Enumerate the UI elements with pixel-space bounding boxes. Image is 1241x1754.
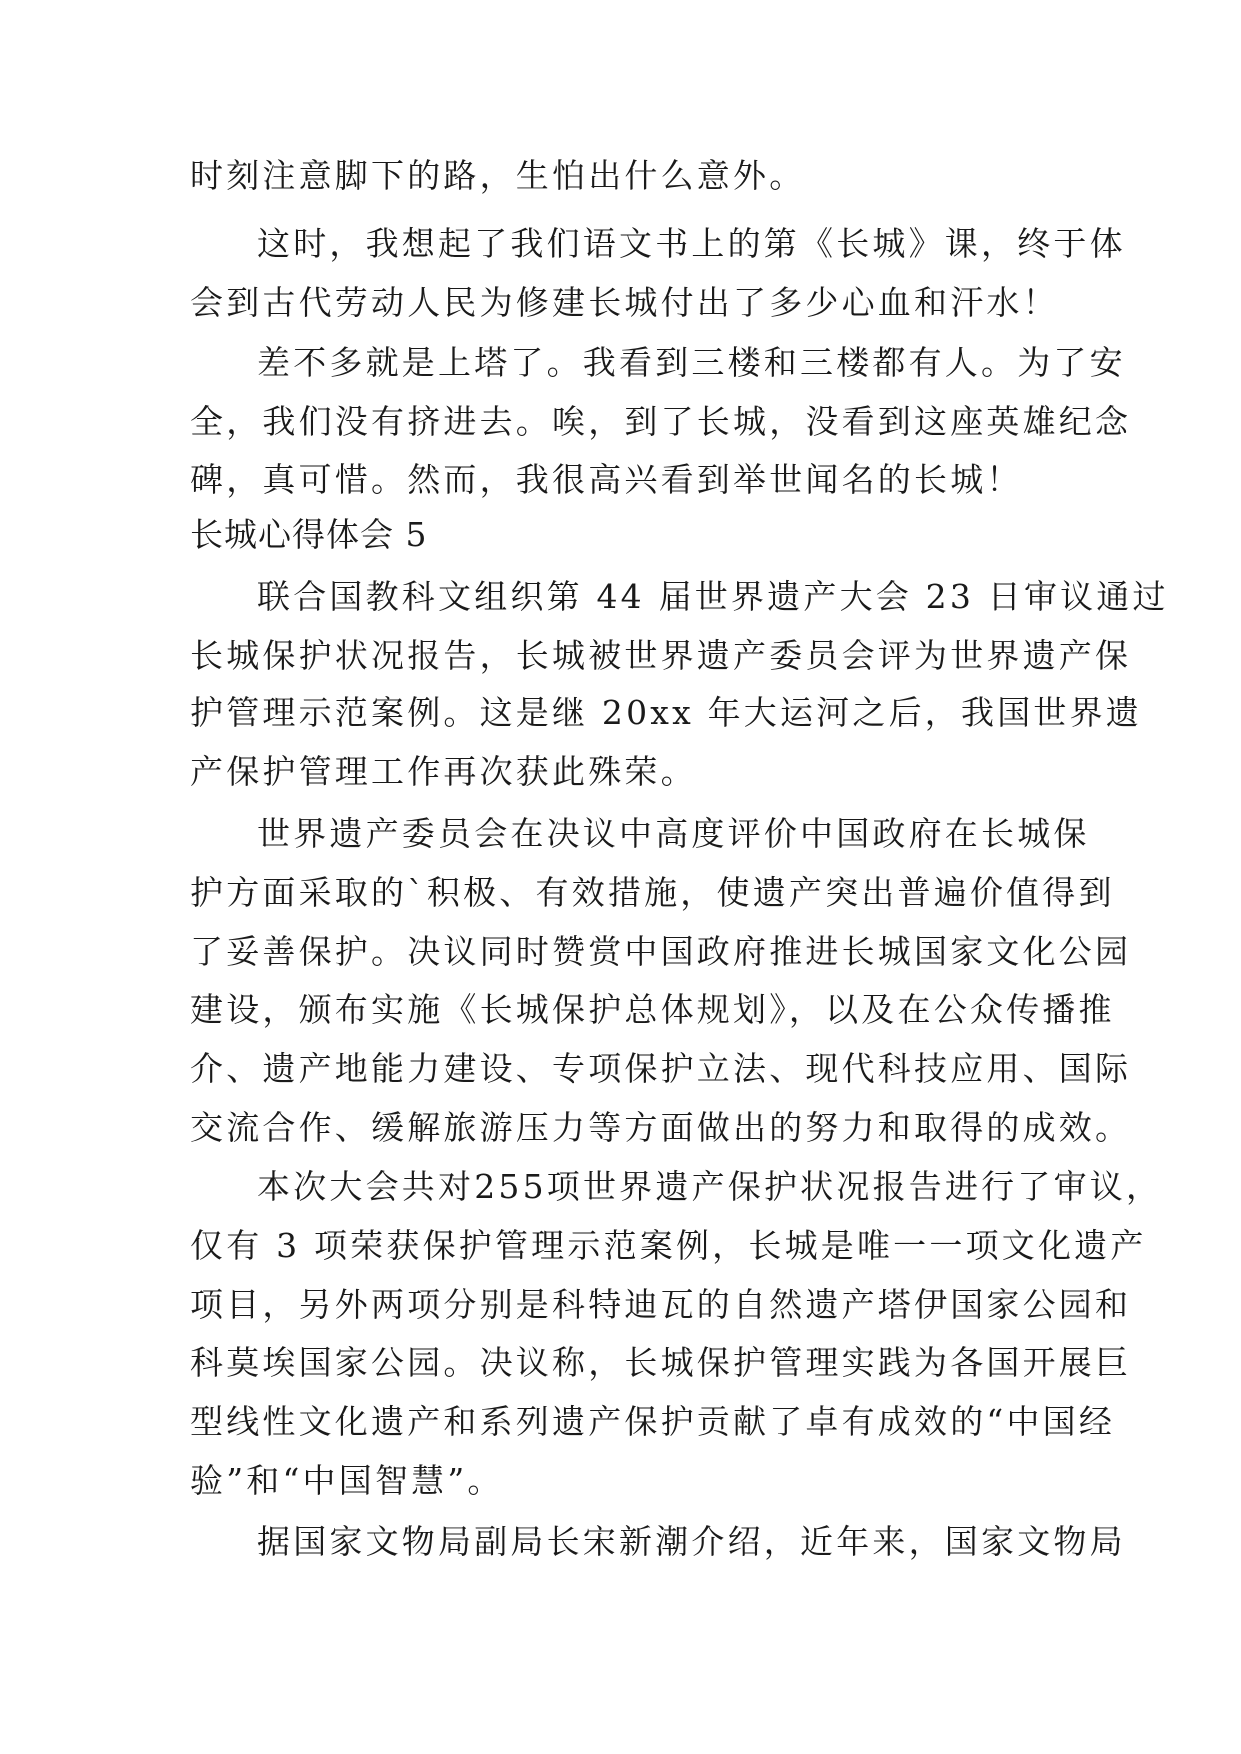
paragraph-line: 介、遗产地能力建设、专项保护立法、现代科技应用、国际 (190, 1049, 1132, 1088)
paragraph-line: 型线性文化遗产和系列遗产保护贡献了卓有成效的“中国经 (190, 1402, 1116, 1441)
paragraph-line: 仅有 3 项荣获保护管理示范案例，长城是唯一一项文化遗产 (190, 1226, 1147, 1265)
paragraph-line: 验”和“中国智慧”。 (190, 1461, 504, 1500)
paragraph-line: 碑，真可惜。然而，我很高兴看到举世闻名的长城！ (190, 460, 1023, 499)
paragraph-line: 了妥善保护。决议同时赞赏中国政府推进长城国家文化公园 (190, 932, 1132, 971)
paragraph-line: 科莫埃国家公园。决议称，长城保护管理实践为各国开展巨 (190, 1343, 1132, 1382)
paragraph-line: 产保护管理工作再次获此殊荣。 (190, 752, 697, 791)
paragraph-line: 全，我们没有挤进去。唉，到了长城，没看到这座英雄纪念 (190, 402, 1132, 441)
paragraph-line: 据国家文物局副局长宋新潮介绍，近年来，国家文物局 (257, 1522, 1126, 1561)
paragraph-line: 建设，颁布实施《长城保护总体规划》，以及在公众传播推 (190, 990, 1115, 1029)
paragraph-line: 项目，另外两项分别是科特迪瓦的自然遗产塔伊国家公园和 (190, 1285, 1132, 1324)
paragraph-line: 这时，我想起了我们语文书上的第《长城》课，终于体 (257, 224, 1126, 263)
paragraph-line: 差不多就是上塔了。我看到三楼和三楼都有人。为了安 (257, 343, 1126, 382)
paragraph-line: 护管理示范案例。这是继 20xx 年大运河之后，我国世界遗 (190, 693, 1142, 732)
paragraph-line: 时刻注意脚下的路，生怕出什么意外。 (190, 156, 806, 195)
section-heading: 长城心得体会 5 (190, 515, 428, 554)
paragraph-line: 世界遗产委员会在决议中高度评价中国政府在长城保 (257, 814, 1090, 853)
paragraph-line: 本次大会共对255项世界遗产保护状况报告进行了审议， (257, 1167, 1163, 1206)
paragraph-line: 联合国教科文组织第 44 届世界遗产大会 23 日审议通过 (257, 577, 1169, 616)
paragraph-line: 会到古代劳动人民为修建长城付出了多少心血和汗水！ (190, 283, 1059, 322)
paragraph-line: 护方面采取的`积极、有效措施，使遗产突出普遍价值得到 (190, 873, 1115, 912)
paragraph-line: 长城保护状况报告，长城被世界遗产委员会评为世界遗产保 (190, 636, 1132, 675)
paragraph-line: 交流合作、缓解旅游压力等方面做出的努力和取得的成效。 (190, 1108, 1132, 1147)
